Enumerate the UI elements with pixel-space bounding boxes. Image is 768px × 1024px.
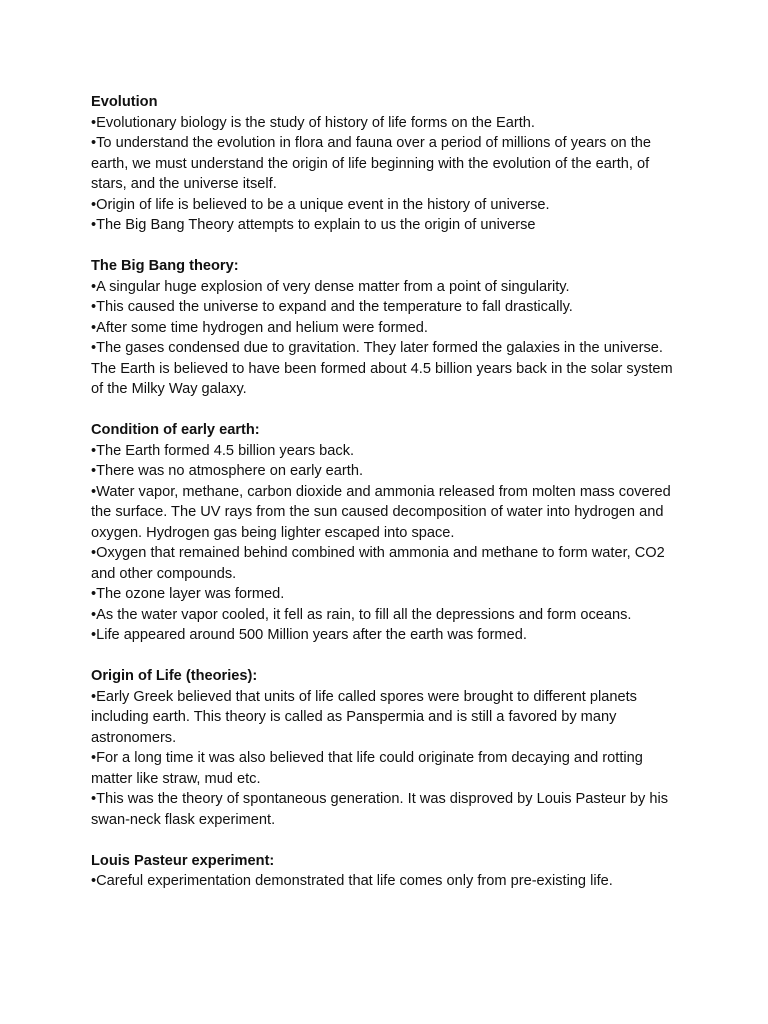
section-origin-of-life-theories bbox=[91, 666, 681, 830]
section-big-bang-theory bbox=[91, 256, 681, 400]
section-evolution bbox=[91, 92, 681, 236]
bullet-line: •After some time hydrogen and helium were formed. bbox=[91, 319, 428, 336]
bullet-line: •As the water vapor cooled, it fell as rain, to fill all the depressions and form oceans. bbox=[91, 606, 632, 623]
bullet-line: •Water vapor, methane, carbon dioxide and ammonia released from molten mass covered the surface. The UV rays from the sun caused decomposition of water into hydrogen and oxygen. Hydrogen gas being lighter escaped into space. bbox=[91, 483, 671, 541]
section-condition-of-early-earth bbox=[91, 420, 681, 646]
bullet-line: •Life appeared around 500 Million years after the earth was formed. bbox=[91, 627, 527, 643]
bullet-line: •There was no atmosphere on early earth. bbox=[91, 463, 363, 479]
bullet-line: •The Big Bang Theory attempts to explain to us the origin of universe bbox=[91, 217, 536, 233]
bullet-line: •This caused the universe to expand and the temperature to fall drastically. bbox=[91, 299, 573, 315]
document-page bbox=[91, 92, 681, 912]
bullet-line: •To understand the evolution in flora and fauna over a period of millions of years on the earth, we must understand the origin of life beginning with the evolution of the earth, of stars, and the universe itself. bbox=[91, 135, 652, 192]
bullet-line: •Oxygen that remained behind combined with ammonia and methane to form water, CO2 and other compounds. bbox=[91, 545, 665, 582]
bullet-line: •Early Greek believed that units of life called spores were brought to different planets including earth. This theory is called as Panspermia and is still a favored by many astronomers. bbox=[91, 688, 637, 746]
bullet-line: •This was the theory of spontaneous generation. It was disproved by Louis Pasteur by his swan-neck flask experiment. bbox=[91, 791, 669, 828]
bullet-line: •Origin of life is believed to be a unique event in the history of universe. bbox=[91, 196, 550, 213]
section-heading: The Big Bang theory: bbox=[91, 258, 239, 274]
section-louis-pasteur-experiment bbox=[91, 851, 681, 892]
bullet-line: •A singular huge explosion of very dense matter from a point of singularity. bbox=[91, 278, 570, 295]
section-heading: Louis Pasteur experiment: bbox=[91, 852, 275, 869]
bullet-line: •The Earth formed 4.5 billion years back. bbox=[91, 442, 355, 459]
bullet-line: •The gases condensed due to gravitation. They later formed the galaxies in the universe. The Earth is believed to have been formed about 4.5 billion years back in the solar system of the Milky Way galaxy. bbox=[91, 340, 673, 397]
bullet-line: •Careful experimentation demonstrated that life comes only from pre-existing life. bbox=[91, 873, 613, 889]
bullet-line: •The ozone layer was formed. bbox=[91, 586, 285, 602]
bullet-line: •For a long time it was also believed that life could originate from decaying and rotting matter like straw, mud etc. bbox=[91, 750, 643, 787]
bullet-line: •Evolutionary biology is the study of history of life forms on the Earth. bbox=[91, 114, 535, 131]
section-heading: Origin of Life (theories): bbox=[91, 668, 258, 684]
section-heading: Condition of early earth: bbox=[91, 422, 260, 438]
section-heading: Evolution bbox=[91, 94, 158, 110]
